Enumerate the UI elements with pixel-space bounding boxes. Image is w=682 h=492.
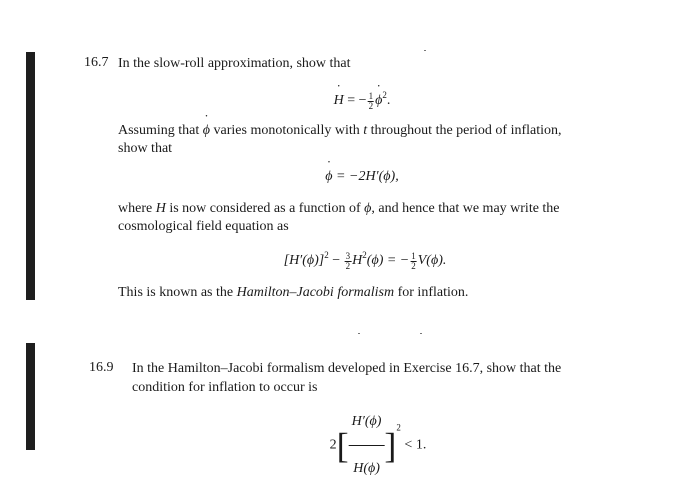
paragraph-show-that: show that xyxy=(118,141,173,156)
exercise-line-2: condition for inflation to occur is xyxy=(132,380,318,395)
paragraph-closing: This is known as the Hamilton–Jacobi formalism for inflation. xyxy=(118,285,469,300)
scan-speck xyxy=(420,333,422,334)
equation-phi-dot: ˙ ϕ = −2H′(ϕ), xyxy=(325,169,398,185)
exercise-number: 16.9 xyxy=(89,360,114,375)
equation-inflation-condition: 2[ $\frac{H'(\phi)}{H(\phi)}$ ]$^2$ < 1. xyxy=(330,400,427,491)
exercise-number: 16.7 xyxy=(84,55,109,70)
equation-h-dot: ˙ H = − $\frac{1}{2}$ ˙ $\phi^2$. xyxy=(334,90,391,111)
margin-bar-bottom xyxy=(26,343,35,450)
exercise-intro: In the slow-roll approximation, show that xyxy=(118,56,351,71)
scan-speck xyxy=(358,333,360,334)
exercise-line-1: In the Hamilton–Jacobi formalism developed in Exercise 16.7, show that the xyxy=(132,361,562,376)
paragraph-monotonic: Assuming that ˙ ϕ varies monotonically with t throughout the period of inflation, xyxy=(118,122,562,139)
equation-hamilton-jacobi: $[H'(\phi)]^2$ − $\frac{3}{2}$ $H^2(\phi)$ = − $\frac{1}{2}$ V(ϕ). xyxy=(283,250,447,271)
paragraph-function-of-phi: where H is now considered as a function of ϕ, and hence that we may write the xyxy=(118,201,560,216)
margin-bar-top xyxy=(26,52,35,300)
paragraph-field-equation: cosmological field equation as xyxy=(118,219,289,234)
scan-speck xyxy=(424,50,426,51)
